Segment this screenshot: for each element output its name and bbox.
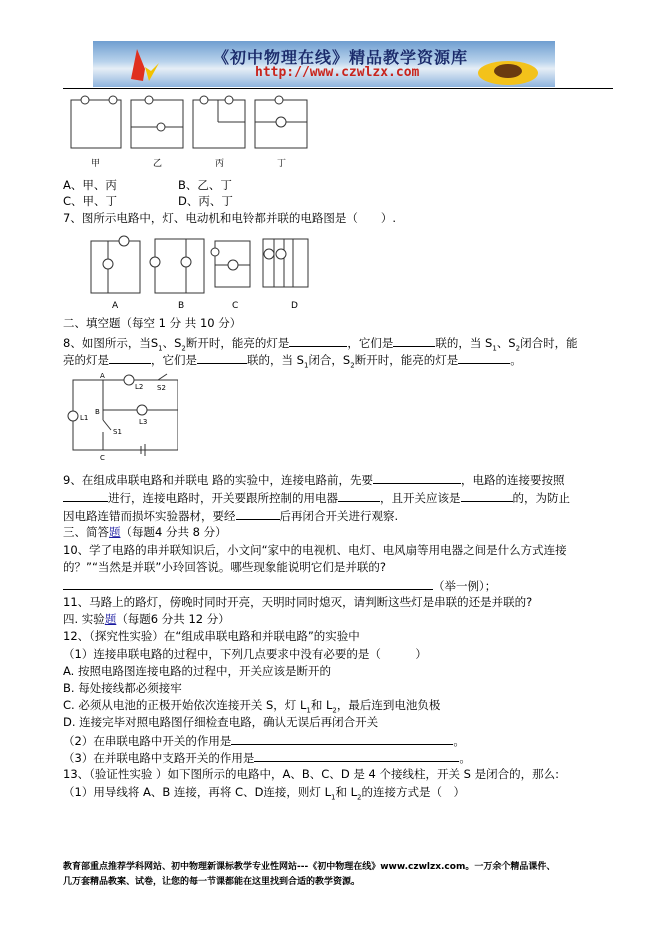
figure-label: B [178,301,185,311]
answer-blank[interactable] [63,490,108,502]
q7-circuit-figures [88,234,318,314]
q8-circuit-figure [63,372,178,462]
answer-blank[interactable] [109,352,151,364]
q13-part1: （1）用导线将 A、B 连接，再将 C、D连接，则灯 $L_1$和 $L_2$的连接方式是（ ） [63,785,465,802]
answer-blank[interactable] [461,490,513,502]
answer-blank[interactable] [197,352,247,364]
q6-option-c: C、甲、丁 [63,194,118,208]
q12-title: 12、（探究性实验）在“组成串联电路和并联电路”的实验中 [63,629,360,643]
q12-option-b: B. 每处接线都必须接牢 [63,681,182,695]
answer-blank[interactable] [231,733,453,745]
footer-line1: 教育部重点推荐学科网站、初中物理新课标教学专业性网站---《初中物理在线》www.czwlzx.com。一万余个精品课件、 [63,862,556,872]
figure-label: L3 [139,418,148,426]
q12-part2: （2）在串联电路中开关的作用是 。 [63,734,465,748]
sunflower-icon [473,55,543,87]
q12-part1: （1）连接串联电路的过程中，下列几点要求中没有必要的是（ ） [63,647,427,661]
section-3-heading: 三、简答题（每题4 分共 8 分） [63,525,227,539]
q12-option-c: C. 必须从电池的正极开始依次连接开关 S，灯 $L_1$和 $L_2$，最后连到电池负极 [63,698,441,715]
banner-title: 《初中物理在线》精品教学资源库 [213,48,469,67]
answer-blank[interactable] [254,750,459,762]
q6-circuit-figures [63,94,323,174]
circuit-ding [255,96,307,148]
footer-line2: 几万套精品教案、试卷，让您的每一节课都能在这里找到合适的教学资源。 [63,877,361,887]
q6-option-b: B、乙、丁 [178,178,232,192]
site-banner[interactable] [93,41,555,87]
figure-label: D [291,301,298,311]
answer-blank[interactable] [236,508,280,520]
figure-label: S2 [157,384,166,392]
answer-blank[interactable] [373,472,461,484]
figure-label: L1 [80,414,89,422]
banner-url[interactable]: http://www.czwlzx.com [255,65,420,80]
q8-line2: 亮的灯是 ，它们是 联的，当 $S_1$闭合，$S_2$断开时，能亮的灯是 。 [63,353,522,370]
section-2-heading: 二、填空题（每空 1 分 共 10 分） [63,316,242,330]
q10-line3: （举一例）； [63,578,496,594]
circuit-bing [193,96,245,148]
figure-label: 甲 [91,159,101,169]
section-4-heading: 四. 实验题（每题6 分共 12 分） [63,612,230,626]
q9-line1: 9、在组成串联电路和并联电 路的实验中，连接电路前，先要 ，电路的连接要按照 [63,473,565,487]
q9-line2: 进行，连接电路时，开关要跟所控制的用电器 ，且开关应该是 的，为防止 [63,490,570,506]
answer-blank[interactable] [63,578,433,590]
answer-blank[interactable] [458,352,510,364]
q6-option-d: D、丙、丁 [178,194,233,208]
section-3-link[interactable]: 题 [109,525,121,539]
q6-option-a: A、甲、丙 [63,178,117,192]
section-4-link[interactable]: 题 [104,612,117,626]
figure-label: S1 [113,428,122,436]
q10-line1: 10、学了电路的串并联知识后，小文问“家中的电视机、电灯、电风扇等用电器之间是什么方式连接 [63,543,567,557]
q9-line3: 因电路连错而损坏实验器材，要经 后再闭合开关进行观察. [63,509,399,523]
answer-blank[interactable] [393,335,435,347]
figure-label: A [100,372,105,380]
figure-label: B [95,408,100,416]
q12-option-a: A. 按照电路图连接电路的过程中，开关应该是断开的 [63,664,331,678]
answer-blank[interactable] [289,335,347,347]
figure-label: 丙 [215,159,225,169]
q8-line1: 8、如图所示，当$S_1$、$S_2$断开时，能亮的灯是 ，它们是 联的，当 $S_1$、$S_2$闭合时，能 [63,336,578,353]
logo-icon [123,47,163,85]
figure-label: 丁 [277,159,287,169]
q12-part3: （3）在并联电路中支路开关的作用是 。 [63,751,471,765]
figure-label: C [100,454,105,462]
figure-label: L2 [135,383,144,391]
header-rule [63,88,613,89]
q13-title: 13、（验证性实验 ）如下图所示的电路中，A、B、C、D 是 4 个接线柱，开关 S 是闭合的，那么: [63,767,559,781]
circuit-jia [71,96,121,148]
figure-label: 乙 [153,159,163,169]
q7-text: 7、图所示电路中，灯、电动机和电铃都并联的电路图是（ ）. [63,211,396,225]
circuit-yi [131,96,183,148]
figure-label: A [112,301,119,311]
q10-line2: 的？”“当然是并联”小玲回答说。哪些现象能说明它们是并联的? [63,560,386,574]
q11-text: 11、马路上的路灯，傍晚时同时开亮，天明时同时熄灭，请判断这些灯是串联的还是并联的? [63,595,533,609]
figure-label: C [232,301,239,311]
answer-blank[interactable] [338,490,380,502]
q12-option-d: D. 连接完毕对照电路图仔细检查电路，确认无误后再闭合开关 [63,715,379,729]
